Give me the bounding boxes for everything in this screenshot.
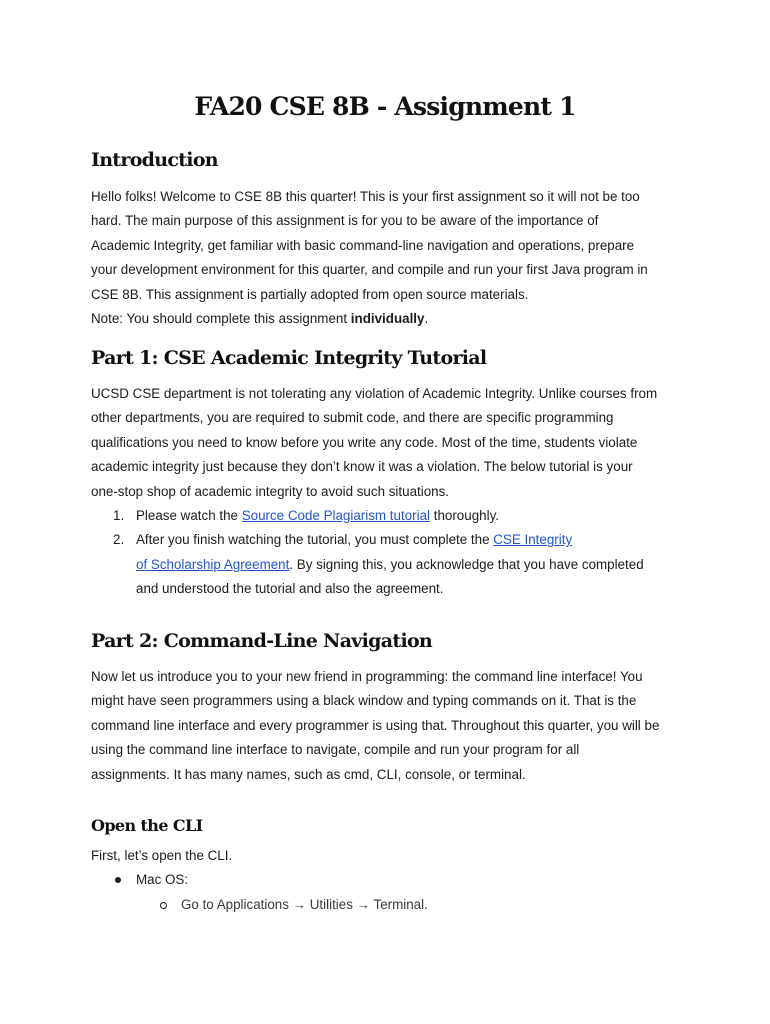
text-line: academic integrity just because they don’t know it was a violation. The below tutorial is your [91, 459, 633, 475]
note-line [91, 307, 691, 331]
step-text: Please watch the [136, 508, 242, 523]
part1-paragraph [91, 382, 691, 504]
text-line: other departments, you are required to submit code, and there are specific programming [91, 410, 614, 426]
text-line: Hello folks! Welcome to CSE 8B this quarter! This is your first assignment so it will not be too [91, 189, 640, 204]
mac-steps-list [91, 893, 428, 917]
list-item [91, 893, 428, 917]
text-line: CSE 8B. This assignment is partially adopted from open source materials. [91, 286, 529, 302]
mac-step-text: Go to Applications → Utilities → Terminal. [181, 897, 428, 912]
step-line [136, 553, 691, 577]
text-line: command line interface and every programmer is using that. Throughout this quarter, you will be [91, 717, 660, 733]
text-line: using the command line interface to navigate, compile and run your program for all [91, 742, 580, 758]
part1-heading: Part 1: CSE Academic Integrity Tutorial [91, 347, 487, 369]
part1-steps-list [91, 504, 691, 602]
integrity-agreement-link[interactable]: CSE Integrity [493, 532, 573, 548]
introduction-paragraph [91, 185, 691, 331]
step-line [136, 504, 691, 528]
text-line: one-stop shop of academic integrity to avoid such situations. [91, 483, 450, 499]
integrity-agreement-link-continued[interactable]: of Scholarship Agreement [136, 556, 290, 572]
note-prefix: Note: You should complete this assignment [91, 311, 351, 327]
os-bullet-list [91, 868, 188, 892]
part2-heading: Part 2: Command-Line Navigation [91, 630, 433, 652]
document-title: FA20 CSE 8B - Assignment 1 [194, 92, 576, 121]
introduction-heading: Introduction [91, 149, 218, 171]
note-emphasis: individually [350, 311, 425, 327]
plagiarism-tutorial-link[interactable]: Source Code Plagiarism tutorial [241, 508, 431, 523]
note-suffix: . [424, 311, 429, 327]
text-line: qualifications you need to know before you write any code. Most of the time, students violate [91, 434, 638, 450]
os-label: Mac OS: [136, 872, 189, 887]
text-line: UCSD CSE department is not tolerating any violation of Academic Integrity. Unlike courses from [91, 386, 658, 401]
list-number: 1. [113, 508, 125, 523]
list-item [91, 504, 691, 528]
text-line: First, let’s open the CLI. [91, 848, 233, 863]
step-text: . By signing this, you acknowledge that you have completed [289, 556, 644, 572]
step-line [136, 528, 691, 552]
list-item [91, 868, 188, 892]
text-line: Academic Integrity, get familiar with basic command-line navigation and operations, prepare [91, 237, 635, 253]
text-line: hard. The main purpose of this assignment is for you to be aware of the importance of [91, 213, 599, 229]
step-line: and understood the tutorial and also the agreement. [136, 581, 444, 597]
bullet-icon [115, 877, 121, 883]
hollow-bullet-icon [160, 902, 167, 909]
step-text: After you finish watching the tutorial, you must complete the [136, 532, 494, 548]
part2-paragraph [91, 665, 691, 787]
open-cli-heading: Open the CLI [91, 816, 203, 835]
text-line: Now let us introduce you to your new friend in programming: the command line interface! You [91, 669, 643, 684]
list-number: 2. [113, 532, 125, 548]
text-line: assignments. It has many names, such as cmd, CLI, console, or terminal. [91, 766, 526, 782]
text-line: your development environment for this quarter, and compile and run your first Java program in [91, 262, 648, 278]
list-item [91, 528, 691, 601]
open-cli-intro [91, 844, 691, 868]
step-text: thoroughly. [430, 508, 499, 523]
text-line: might have seen programmers using a black window and typing commands on it. That is the [91, 693, 637, 709]
